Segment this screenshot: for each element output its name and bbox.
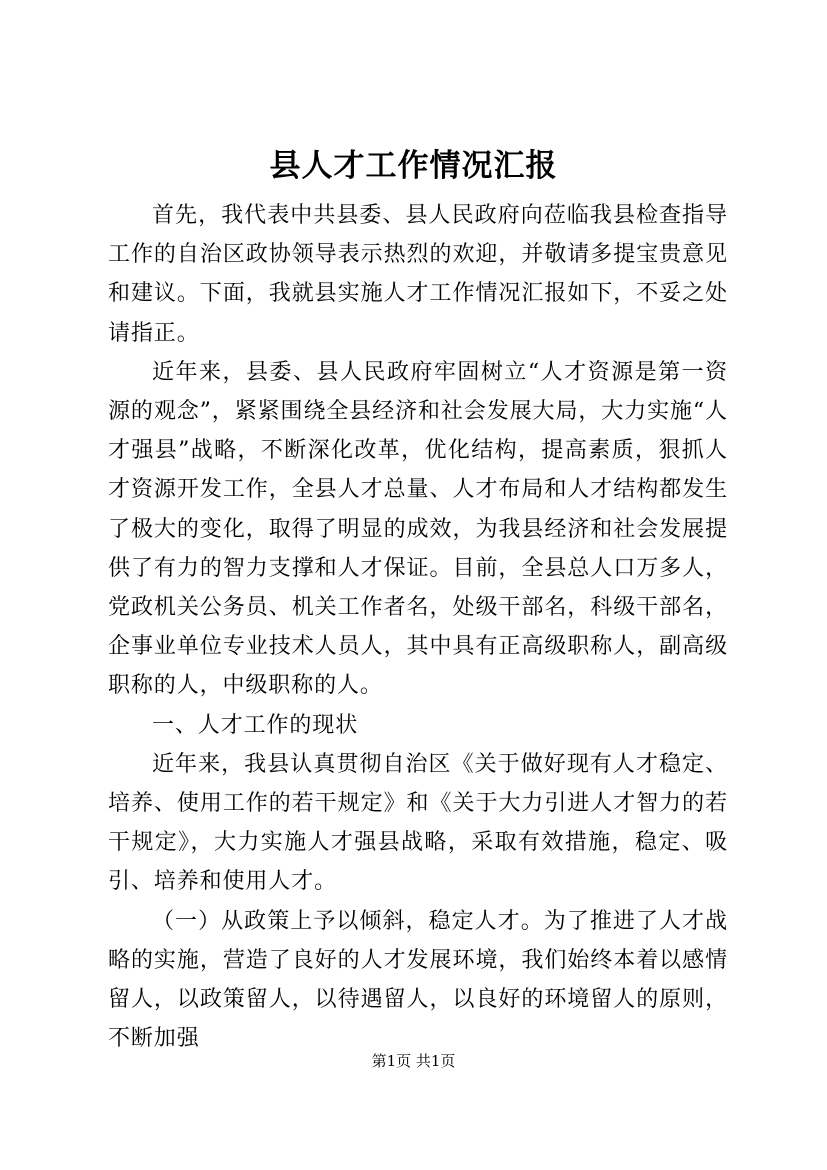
page-footer: 第1页 共1页 xyxy=(371,1052,456,1070)
section-heading: 一、人才工作的现状 xyxy=(152,712,359,738)
paragraph-intro: 首先，我代表中共县委、县人民政府向莅临我县检查指导工作的自治区政协领导表示热烈的欢迎，并敬请多提宝贵意见和建议。下面，我就县实施人才工作情况汇报如下，不妥之处请指正。 xyxy=(108,203,728,346)
paragraph-overview: 近年来，县委、县人民政府牢固树立“人才资源是第一资源的观念”，紧紧围绕全县经济和社会发展大局，大力实施“人才强县”战略，不断深化改革，优化结构，提高素质，狠抓人才资源开发工作，全县人才总量、人才布局和人才结构都发生了极大的变化，取得了明显的成效，为我县经济和社会发展提供了有力的智力支撑和人才保证。目前，全县总人口万多人，党政机关公务员、机关工作者名，处级干部名，科级干部名，企事业单位专业技术人员人，其中具有正高级职称人，副高级职称的人，中级职称的人。 xyxy=(108,359,728,699)
document-title: 县人才工作情况汇报 xyxy=(269,148,558,184)
document-body xyxy=(108,196,728,1058)
paragraph-status: 近年来，我县认真贯彻自治区《关于做好现有人才稳定、培养、使用工作的若干规定》和《关于大力引进人才智力的若干规定》，大力实施人才强县战略，采取有效措施，稳定、吸引、培养和使用人才。 xyxy=(108,751,728,895)
paragraph-policy: （一）从政策上予以倾斜，稳定人才。为了推进了人才战略的实施，营造了良好的人才发展环境，我们始终本着以感情留人，以政策留人，以待遇留人，以良好的环境留人的原则，不断加强 xyxy=(108,908,728,1052)
